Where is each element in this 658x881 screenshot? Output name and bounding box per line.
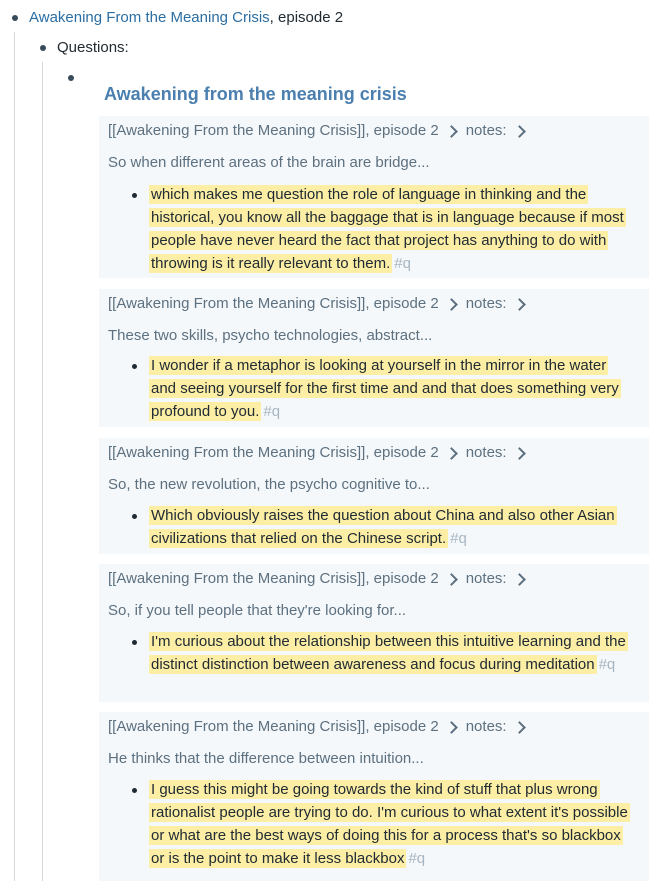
breadcrumb-notes[interactable]: notes: bbox=[465, 570, 507, 587]
highlight-text: I wonder if a metaphor is looking at yourself in the mirror in the water and seeing yourself for the first time and and that does something very profound to you. bbox=[151, 357, 619, 420]
chevron-right-icon bbox=[445, 447, 458, 460]
highlight-block[interactable] bbox=[149, 630, 629, 676]
context-snippet[interactable]: So, the new revolution, the psycho cognitive to... bbox=[108, 476, 430, 493]
breadcrumb bbox=[108, 717, 524, 737]
chevron-right-icon bbox=[445, 721, 458, 734]
chevron-right-icon bbox=[513, 298, 526, 311]
highlight-text: which makes me question the role of language in thinking and the historical, you know all the baggage that is in language because if most people have never heard the fact that project has anything to do with throwing is it really relevant to them. bbox=[151, 186, 624, 272]
chevron-right-icon bbox=[513, 721, 526, 734]
breadcrumb-page[interactable]: [[Awakening From the Meaning Crisis]], episode 2 bbox=[108, 570, 439, 587]
highlight-text: I guess this might be going towards the kind of stuff that plus wrong rationalist people are trying to do. I'm curious to what extent it's possible or what are the best ways of doing this for a process that's so blackbox or is the point to make it less blackbox bbox=[151, 781, 628, 867]
highlight-block[interactable] bbox=[149, 354, 619, 423]
breadcrumb bbox=[108, 121, 524, 141]
breadcrumb-page[interactable]: [[Awakening From the Meaning Crisis]], episode 2 bbox=[108, 295, 439, 312]
episode-suffix: , episode 2 bbox=[269, 9, 344, 26]
reference-card bbox=[99, 289, 649, 427]
breadcrumb bbox=[108, 294, 524, 314]
highlight-block[interactable] bbox=[149, 183, 641, 275]
breadcrumb-page[interactable]: [[Awakening From the Meaning Crisis]], episode 2 bbox=[108, 718, 439, 735]
highlight-text: Which obviously raises the question about China and also other Asian civilizations that relied on the Chinese script. bbox=[151, 507, 615, 547]
outline-bullet[interactable] bbox=[12, 15, 18, 21]
highlight-block[interactable] bbox=[149, 778, 635, 870]
block-bullet[interactable] bbox=[132, 193, 137, 198]
chevron-right-icon bbox=[513, 447, 526, 460]
highlight-text: I'm curious about the relationship between this intuitive learning and the distinct distinction between awareness and focus during meditation bbox=[151, 633, 626, 673]
breadcrumb-notes[interactable]: notes: bbox=[465, 295, 507, 312]
reference-card bbox=[99, 116, 649, 278]
outline-bullet[interactable] bbox=[68, 75, 74, 81]
page-link-awakening[interactable]: Awakening From the Meaning Crisis bbox=[29, 9, 270, 26]
context-snippet[interactable]: He thinks that the difference between intuition... bbox=[108, 750, 424, 767]
reference-card bbox=[99, 438, 649, 554]
breadcrumb bbox=[108, 569, 524, 589]
context-snippet[interactable]: These two skills, psycho technologies, abstract... bbox=[108, 327, 433, 344]
context-snippet[interactable]: So when different areas of the brain are bridge... bbox=[108, 154, 430, 171]
chevron-right-icon bbox=[513, 125, 526, 138]
questions-label: Questions: bbox=[57, 39, 129, 56]
tag-q[interactable]: #q bbox=[450, 530, 467, 547]
chevron-right-icon bbox=[513, 573, 526, 586]
context-snippet[interactable]: So, if you tell people that they're looking for... bbox=[108, 602, 407, 619]
breadcrumb-notes[interactable]: notes: bbox=[465, 122, 507, 139]
tag-q[interactable]: #q bbox=[263, 403, 281, 420]
block-bullet[interactable] bbox=[132, 788, 137, 793]
breadcrumb-notes[interactable]: notes: bbox=[465, 718, 507, 735]
outline-bullet[interactable] bbox=[40, 45, 46, 51]
chevron-right-icon bbox=[445, 125, 458, 138]
episode-block bbox=[29, 8, 343, 28]
chevron-right-icon bbox=[445, 573, 458, 586]
tag-q[interactable]: #q bbox=[394, 255, 411, 272]
tag-q[interactable]: #q bbox=[598, 656, 616, 673]
tag-q[interactable]: #q bbox=[408, 850, 426, 867]
block-bullet[interactable] bbox=[132, 514, 137, 519]
indent-guide bbox=[42, 62, 43, 881]
breadcrumb-page[interactable]: [[Awakening From the Meaning Crisis]], episode 2 bbox=[108, 122, 439, 139]
block-bullet[interactable] bbox=[132, 640, 137, 645]
section-title: Awakening from the meaning crisis bbox=[104, 84, 407, 104]
highlight-block[interactable] bbox=[149, 504, 627, 550]
indent-guide bbox=[14, 32, 15, 881]
block-bullet[interactable] bbox=[132, 364, 137, 369]
reference-card bbox=[99, 564, 649, 702]
reference-card bbox=[99, 712, 649, 881]
chevron-right-icon bbox=[445, 298, 458, 311]
breadcrumb-page[interactable]: [[Awakening From the Meaning Crisis]], episode 2 bbox=[108, 444, 439, 461]
breadcrumb bbox=[108, 443, 524, 463]
breadcrumb-notes[interactable]: notes: bbox=[465, 444, 507, 461]
